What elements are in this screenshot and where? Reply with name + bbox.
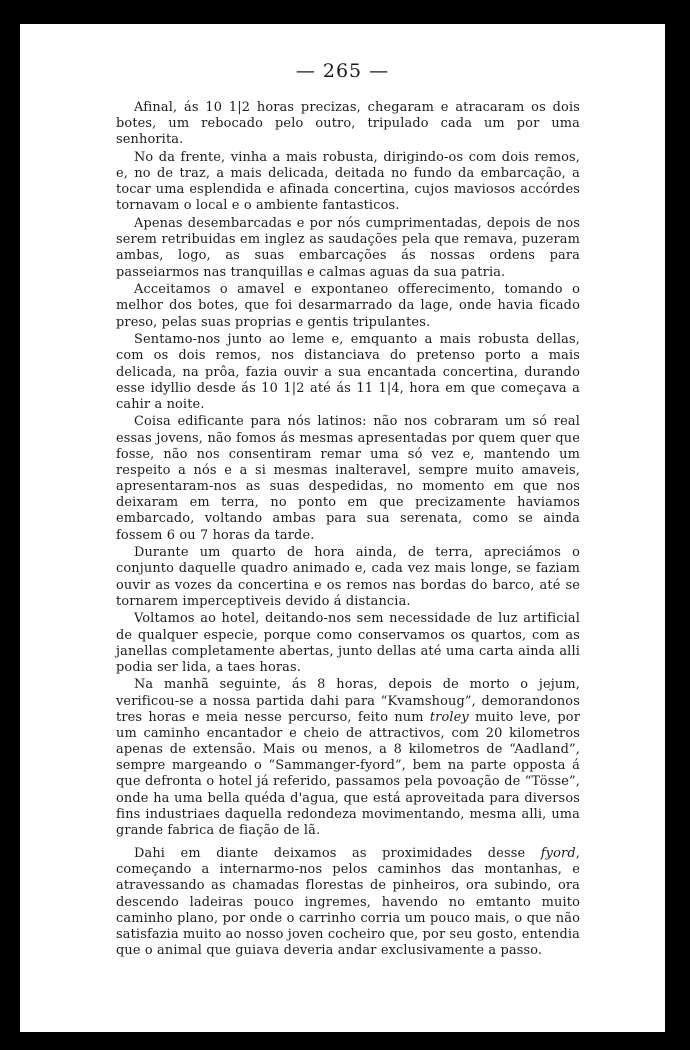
paragraph-8: Voltamos ao hotel, deitando-nos sem necessidade de luz artificial de qualquer especie, porque como conservamos os quartos, com as janellas completamente abertas, junto dellas até uma carta ainda alli podia ser lida, a taes horas. xyxy=(116,611,580,675)
text-block xyxy=(116,100,580,961)
paragraph-9: Na manhã seguinte, ás 8 horas, depois de morto o jejum, verificou-se a nossa partida dahi para “Kvamshoug”, demorandonos tres horas e meia nesse percurso, feito num troley muito leve, por um caminho encantador e cheio de attractivos, com 20 kilometros apenas de extensão. Mais ou menos, a 8 kilometros de “Aadland”, sempre margeando o “Sammanger-fyord”, bem na parte opposta á que defronta o hotel já referido, passamos pela povoação de “Tösse”, onde ha uma bella quéda d'agua, que está aproveitada para diversos fins industriaes daquella redondeza movimentando, mesma alli, uma grande fabrica de fiação de lã. xyxy=(116,677,581,838)
paragraph-3: Apenas desembarcadas e por nós cumprimentadas, depois de nos serem retribuidas em inglez as saudações pela que remava, puzeram ambas, logo, as suas embarcações ás nossas ordens para passeiarmos nas tranquillas e calmas aguas da sua patria. xyxy=(116,216,580,280)
paragraph-1: Afinal, ás 10 1|2 horas precizas, chegaram e atracaram os dois botes, um rebocado pelo outro, tripulado cada um por uma senhorita. xyxy=(116,100,580,148)
paragraph-5: Sentamo-nos junto ao leme e, emquanto a mais robusta dellas, com os dois remos, nos distanciava do pretenso porto a mais delicada, na prôa, fazia ouvir a sua encantada concertina, durando esse idyllio desde ás 10 1|2 até ás 11 1|4, hora em que começava a cahir a noite. xyxy=(116,332,580,412)
paragraph-2: No da frente, vinha a mais robusta, dirigindo-os com dois remos, e, no de traz, a mais delicada, deitada no fundo da embarcação, a tocar uma esplendida e afinada concertina, cujos maviosos accórdes tornavam o local e o ambiente fantasticos. xyxy=(116,149,580,214)
paragraph-4: Acceitamos o amavel e expontaneo offerecimento, tomando o melhor dos botes, que foi desarmarrado da lage, onde havia ficado preso, pelas suas proprias e gentis tripulantes. xyxy=(116,282,580,330)
paragraph-6: Coisa edificante para nós latinos: não nos cobraram um só real essas jovens, não fomos ás mesmas apresentadas por quem quer que fosse, não nos consentiram remar uma só vez e, mantendo um respeito a nós e a si mesmas inalteravel, sempre muito amaveis, apresentaram-nos as suas despedidas, no momento em que nos deixaram em terra, no ponto em que precizamente haviamos embarcado, voltando ambas para sua serenata, como se ainda fossem 6 ou 7 horas da tarde. xyxy=(116,414,580,543)
paragraph-10: Dahi em diante deixamos as proximidades desse fyord, começando a internarmo-nos pelos caminhos das montanhas, e atravessando as chamadas florestas de pinheiros, ora subindo, ora descendo ladeiras pouco ingremes, havendo no emtanto muito caminho plano, por onde o carrinho corria um pouco mais, o que não satisfazia muito ao nosso joven cocheiro que, por seu gosto, entendia que o animal que guiava deveria andar exclusivamente a passo. xyxy=(116,846,580,958)
book-page xyxy=(20,24,665,1032)
page-number: — 265 — xyxy=(295,60,390,82)
paragraph-7: Durante um quarto de hora ainda, de terra, apreciámos o conjunto daquelle quadro animado e, cada vez mais longe, se faziam ouvir as vozes da concertina e os remos nas bordas do barco, até se tornarem imperceptiveis devido á distancia. xyxy=(116,545,580,609)
